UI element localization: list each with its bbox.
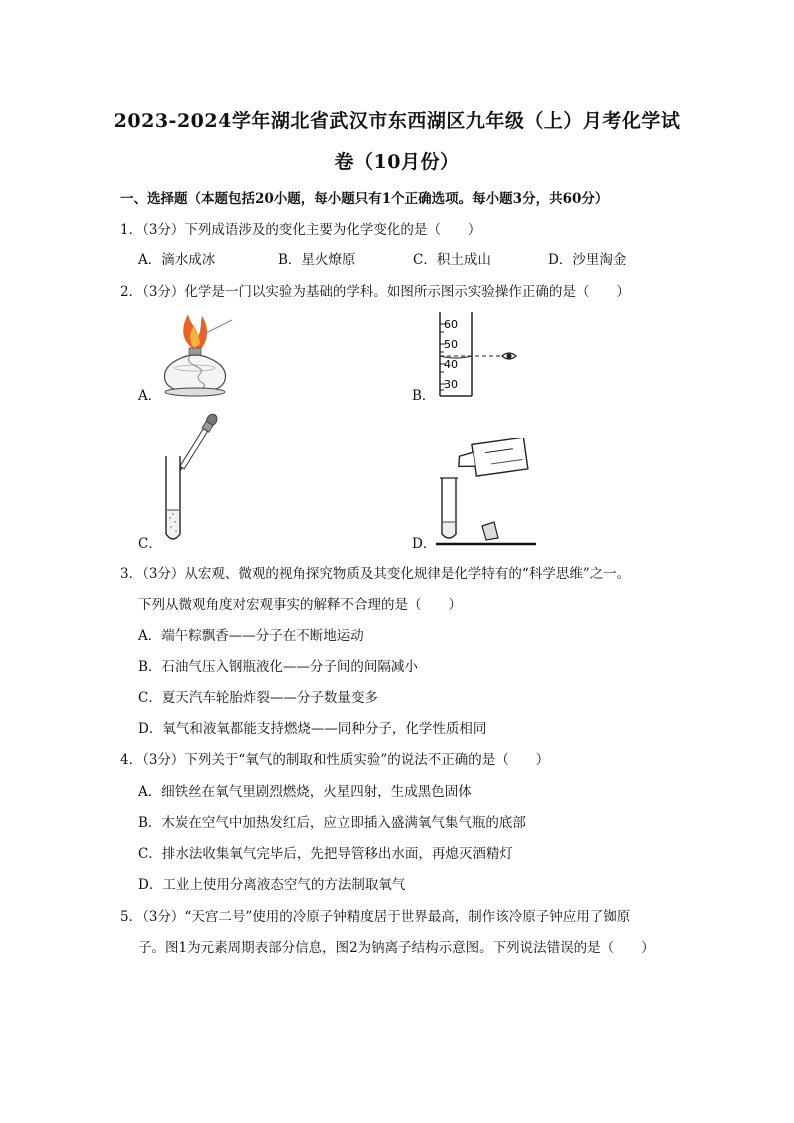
stopper-icon [482, 522, 498, 540]
figure-b-label: B． [412, 388, 436, 404]
question-4-option-d: D．工业上使用分离液态空气的方法制取氧气 [138, 877, 406, 893]
figure-c-label: C． [138, 536, 162, 552]
question-3-option-a: A．端午粽飘香——分子在不断地运动 [138, 628, 364, 644]
question-3-stem-line1: 3．（3分）从宏观、微观的视角探究物质及其变化规律是化学特有的“科学思维”之一。 [120, 566, 631, 582]
reagent-bottle-icon [456, 438, 528, 478]
question-5-stem-line2: 子。图1为元素周期表部分信息，图2为钠离子结构示意图。下列说法错误的是（ ） [138, 940, 655, 956]
question-1-option-b: B．星火燎原 [278, 252, 356, 268]
question-3-option-c: C．夏天汽车轮胎炸裂——分子数量变多 [138, 690, 378, 706]
question-2-stem: 2．（3分）化学是一门以实验为基础的学科。如图所示图示实验操作正确的是（ ） [120, 284, 630, 300]
exam-title-line1: 2023-2024学年湖北省武汉市东西湖区九年级（上）月考化学试 [113, 110, 681, 132]
tick-label: 40 [444, 358, 458, 371]
measuring-cylinder-figure [432, 312, 532, 402]
question-4-stem: 4．（3分）下列关于“氧气的制取和性质实验”的说法不正确的是（ ） [120, 752, 550, 768]
alcohol-lamp-figure [152, 308, 242, 400]
figure-a-label: A． [138, 388, 162, 404]
eye-icon [502, 353, 516, 359]
dropper-test-tube-figure [158, 412, 238, 547]
question-3-stem-line2: 下列从微观角度对宏观事实的解释不合理的是（ ） [138, 597, 462, 613]
question-1-stem: 1．（3分）下列成语涉及的变化主要为化学变化的是（ ） [120, 222, 482, 238]
tick-label: 50 [444, 338, 458, 351]
figure-d-label: D． [412, 536, 437, 552]
question-1-option-d: D．沙里淘金 [548, 252, 627, 268]
question-4-option-b: B．木炭在空气中加热发红后，应立即插入盛满氧气集气瓶的底部 [138, 815, 526, 831]
question-5-stem-line1: 5．（3分）“天宫二号”使用的冷原子钟精度居于世界最高，制作该冷原子钟应用了铷原 [120, 909, 631, 925]
question-3-option-b: B．石油气压入钢瓶液化——分子间的间隔减小 [138, 659, 418, 675]
exam-title-line2: 卷（10月份） [334, 151, 460, 173]
question-3-option-d: D．氧气和液氧都能支持燃烧——同种分子，化学性质相同 [138, 721, 487, 737]
tick-label: 60 [444, 318, 458, 331]
question-1-option-c: C．积土成山 [413, 252, 491, 268]
question-1-option-a: A．滴水成冰 [138, 252, 216, 268]
question-4-option-c: C．排水法收集氧气完毕后，先把导管移出水面，再熄灭酒精灯 [138, 846, 513, 862]
tick-label: 30 [444, 378, 458, 391]
question-4-option-a: A．细铁丝在氧气里剧烈燃烧，火星四射，生成黑色固体 [138, 784, 472, 800]
pouring-liquid-figure [430, 438, 540, 548]
section-heading: 一、选择题（本题包括20小题，每小题只有1个正确选项。每小题3分，共60分） [120, 191, 609, 207]
